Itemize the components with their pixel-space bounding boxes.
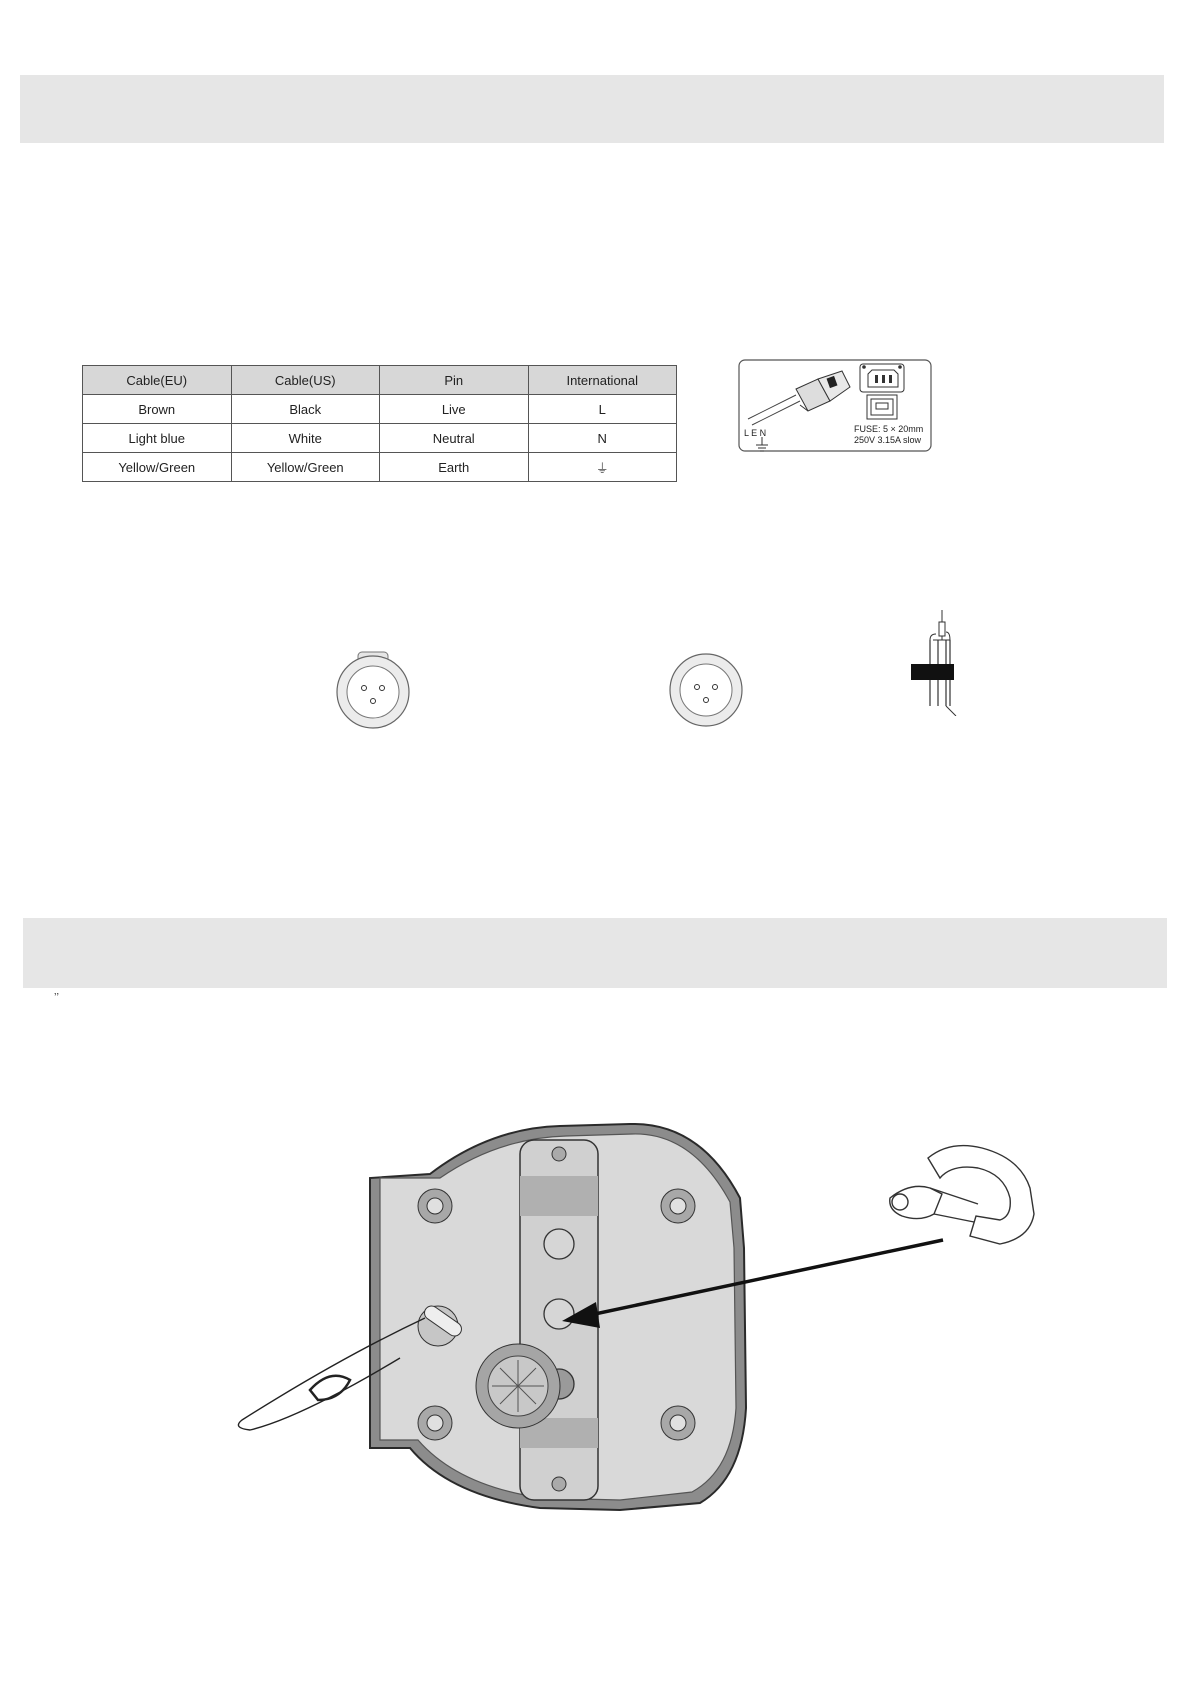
column-header: Cable(US) [231,366,380,395]
plug-pin-labels: L E N [744,428,767,438]
column-header: Cable(EU) [83,366,232,395]
column-header: Pin [380,366,529,395]
table-cell: Yellow/Green [83,453,232,482]
terminator-resistor-icon [908,606,964,716]
section-header-band-bottom [23,918,1167,988]
table-row [83,395,677,424]
section-header-band-top [20,75,1164,143]
wiring-table [82,365,677,482]
table-cell: Brown [83,395,232,424]
stray-mark: ‚‚ [54,985,59,997]
xlr-female-connector-icon [333,650,413,730]
table-cell: Yellow/Green [231,453,380,482]
table-header-row [83,366,677,395]
device-mounting-illustration [230,1118,1070,1538]
table-cell: White [231,424,380,453]
fuse-spec-line1: FUSE: 5 × 20mm [854,424,924,434]
xlr-male-connector-icon [667,651,745,729]
table-cell: Live [380,395,529,424]
table-cell: Earth [380,453,529,482]
table-row [83,424,677,453]
fuse-spec-line2: 250V 3.15A slow [854,435,922,445]
table-row [83,453,677,482]
column-header: International [528,366,677,395]
table-cell: Light blue [83,424,232,453]
table-cell: N [528,424,677,453]
power-connector-diagram [738,359,932,453]
table-cell: ⏚ [528,453,677,482]
table-cell: Black [231,395,380,424]
table-cell: L [528,395,677,424]
table-cell: Neutral [380,424,529,453]
